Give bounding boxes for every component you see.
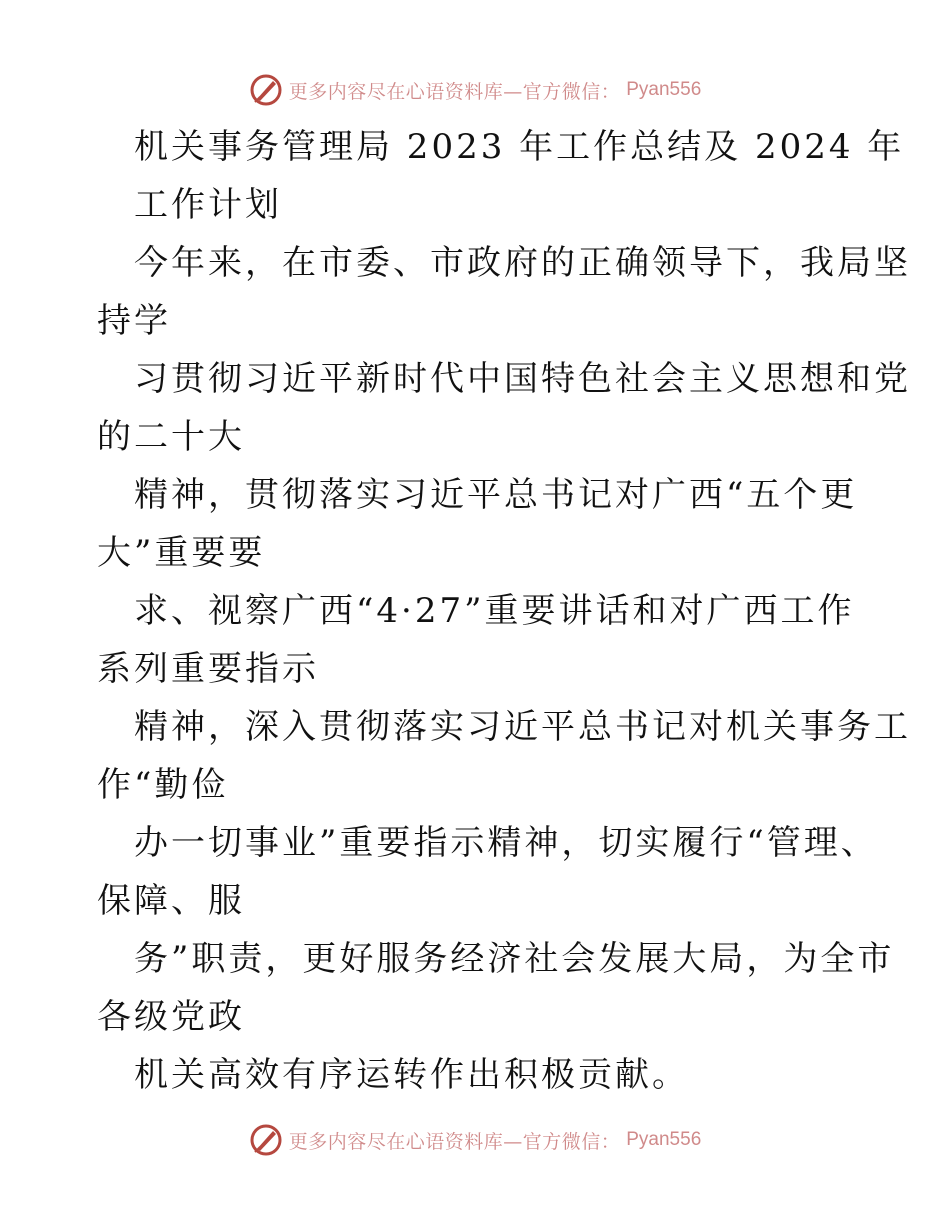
document-title-line: 机关事务管理局 2023 年工作总结及 2024 年 — [134, 127, 905, 167]
paragraph-line: 的二十大 — [97, 417, 245, 457]
watermark-text: 更多内容尽在心语资料库—官方微信： — [288, 80, 621, 103]
quill-logo-icon — [249, 1123, 283, 1157]
paragraph-line: 务”职责，更好服务经济社会发展大局，为全市 — [134, 939, 895, 979]
paragraph-line: 各级党政 — [97, 997, 245, 1037]
paragraph-line: 保障、服 — [97, 881, 245, 921]
quill-logo-icon — [249, 73, 283, 107]
paragraph-line: 持学 — [97, 301, 171, 341]
paragraph-line: 系列重要指示 — [97, 649, 319, 689]
paragraph-line: 大”重要要 — [97, 533, 266, 573]
watermark-wechat-id: Pyan556 — [626, 79, 702, 100]
paragraph-line: 机关高效有序运转作出积极贡献。 — [134, 1055, 689, 1095]
paragraph-line: 作“勤俭 — [97, 765, 229, 805]
paragraph-line: 习贯彻习近平新时代中国特色社会主义思想和党 — [134, 359, 911, 399]
document-title-line: 工作计划 — [134, 185, 282, 225]
paragraph-line: 办一切事业”重要指示精神，切实履行“管理、 — [134, 823, 878, 863]
paragraph-line: 求、视察广西“4·27”重要讲话和对广西工作 — [134, 591, 855, 631]
paragraph-line: 精神，深入贯彻落实习近平总书记对机关事务工 — [134, 707, 911, 747]
watermark-header — [0, 70, 950, 110]
watermark-wechat-id: Pyan556 — [626, 1129, 702, 1150]
watermark-text: 更多内容尽在心语资料库—官方微信： — [288, 1130, 621, 1153]
watermark-footer — [0, 1120, 950, 1160]
paragraph-line: 精神，贯彻落实习近平总书记对广西“五个更 — [134, 475, 858, 515]
paragraph-line: 今年来，在市委、市政府的正确领导下，我局坚 — [134, 243, 911, 283]
